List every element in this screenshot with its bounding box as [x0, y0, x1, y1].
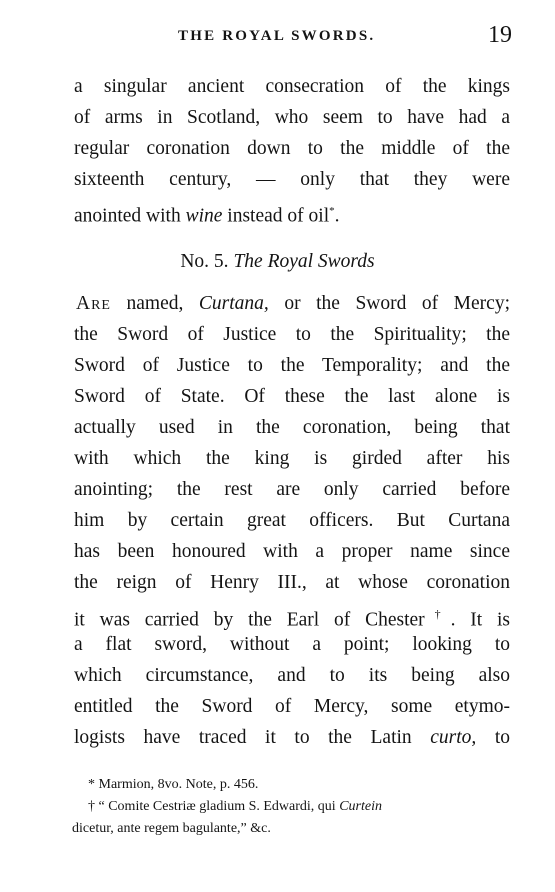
- text-line: with which the king is girded after his: [74, 448, 510, 469]
- text-line: anointing; the rest are only carried before: [74, 479, 510, 500]
- footnote-mark: †: [424, 607, 451, 621]
- text-line: has been honoured with a proper name since: [74, 541, 510, 562]
- section-heading: [0, 248, 555, 276]
- italic-word: wine: [185, 205, 223, 227]
- footnote-2-continued: dicetur, ante regem bagulante,” &c.: [72, 821, 271, 836]
- text-line: him by certain great officers. But Curtana: [74, 510, 510, 531]
- footnote-2: [88, 796, 508, 818]
- text-run: to: [476, 727, 510, 748]
- text-run: anointed with: [74, 205, 186, 227]
- italic-word: Curtana,: [198, 293, 269, 314]
- text-run: named,: [110, 293, 199, 314]
- text-line: sixteenth century, — only that they were: [74, 169, 510, 190]
- text-line: the reign of Henry III., at whose coronation: [74, 572, 510, 593]
- text-line: which circumstance, and to its being also: [74, 665, 510, 686]
- text-line: actually used in the coronation, being that: [74, 417, 510, 438]
- text-run: logists have traced it to the Latin: [74, 727, 431, 748]
- text-line: entitled the Sword of Mercy, some etymo-: [74, 696, 510, 717]
- footnote-italic: Curtein: [339, 799, 382, 814]
- text-line: a singular ancient consecration of the kings: [74, 76, 510, 97]
- italic-word: curto,: [430, 727, 477, 748]
- text-line: the Sword of Justice to the Spirituality; the: [74, 324, 510, 345]
- footnote-1: * Marmion, 8vo. Note, p. 456.: [88, 777, 259, 792]
- text-line: [76, 290, 510, 318]
- text-line: [74, 600, 511, 631]
- opening-word: Are: [76, 293, 111, 314]
- text-run: instead of oil: [222, 205, 330, 227]
- text-line: [74, 724, 510, 752]
- text-line: Sword of State. Of these the last alone is: [74, 386, 510, 407]
- heading-title: The Royal Swords: [233, 251, 375, 272]
- text-run: it was carried by the Earl of Chester: [74, 609, 425, 631]
- text-run: .: [334, 205, 340, 227]
- text-line: Sword of Justice to the Temporality; and the: [74, 355, 510, 376]
- page-number: 19: [488, 22, 512, 48]
- text-line: a flat sword, without a point; looking to: [74, 634, 510, 655]
- text-line: regular coronation down to the middle of the: [74, 138, 510, 159]
- text-line: [74, 197, 510, 225]
- running-head: [0, 22, 555, 50]
- footnote-mark: *: [329, 205, 335, 217]
- footnote-text: † “ Comite Cestriæ gladium S. Edwardi, qui: [88, 799, 340, 814]
- text-line: of arms in Scotland, who seem to have had a: [74, 107, 510, 128]
- text-run: or the Sword of Mercy;: [268, 293, 510, 314]
- text-run: . It is: [450, 609, 511, 631]
- running-title: THE ROYAL SWORDS.: [178, 28, 376, 44]
- heading-number: No. 5.: [180, 251, 234, 272]
